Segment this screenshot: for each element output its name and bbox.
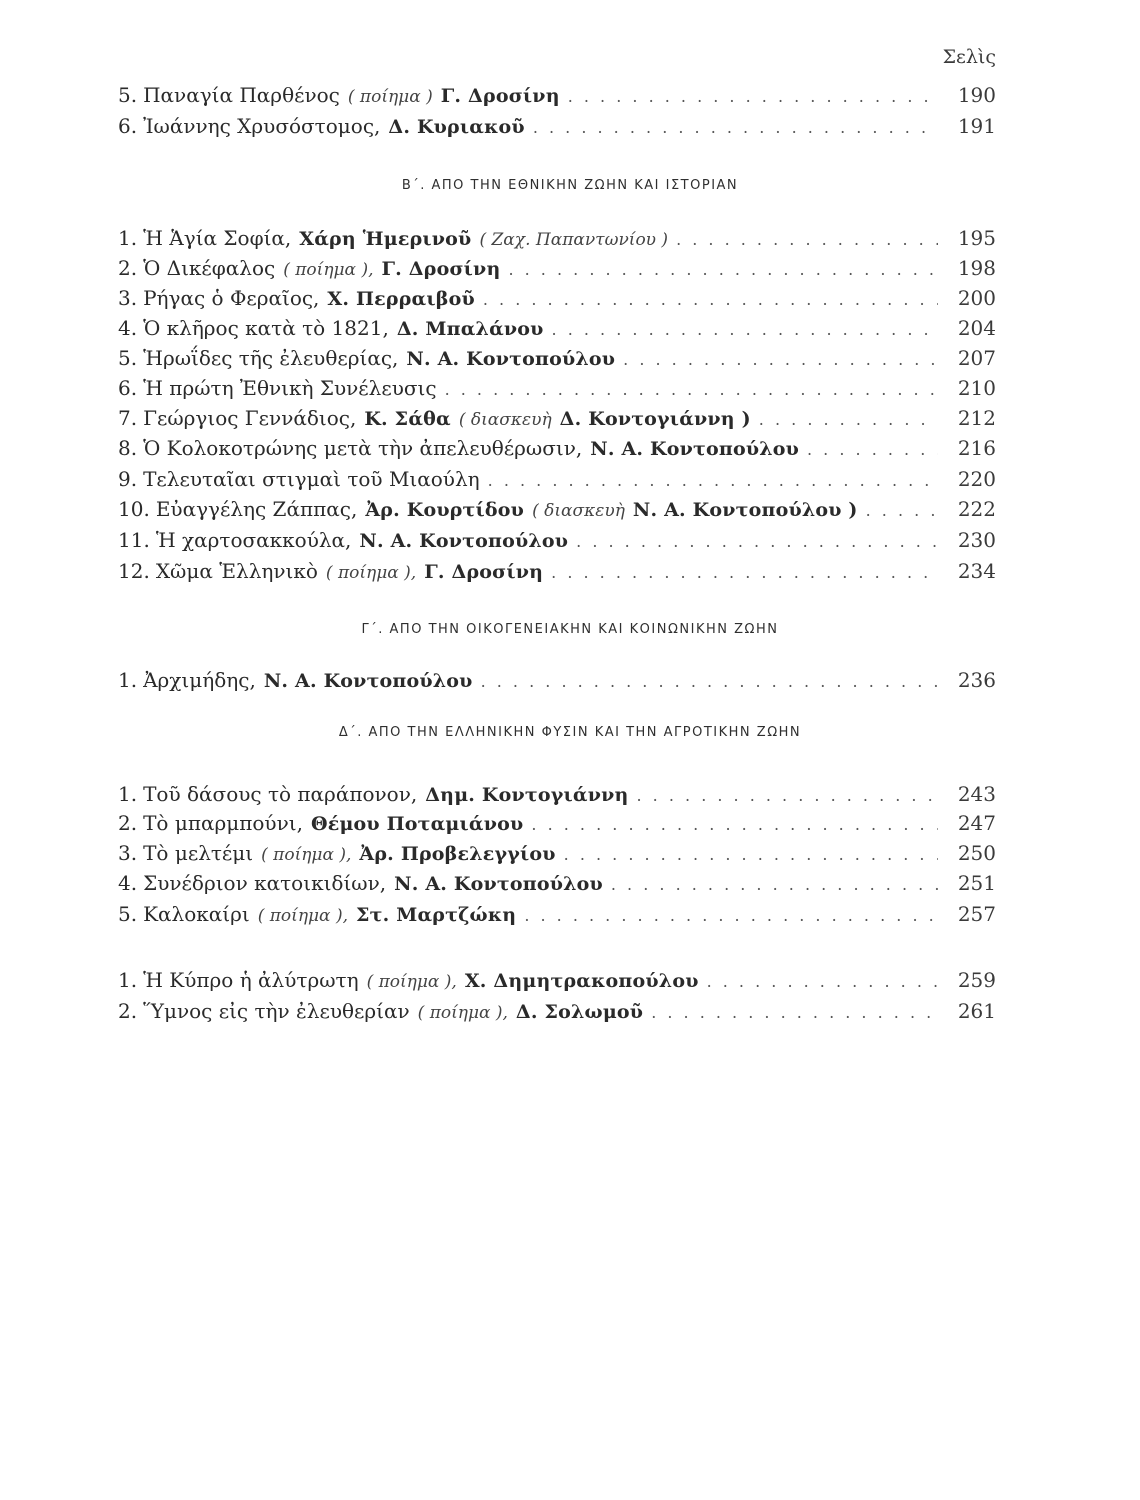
entry-number: 2.	[118, 256, 138, 280]
entry-number: 5.	[118, 902, 138, 926]
entry-number: 9.	[118, 467, 138, 491]
entry-author: Δημ. Κοντογιάννη	[425, 784, 629, 806]
toc-entry	[118, 899, 996, 929]
entry-title: Ὁ Κολοκοτρώνης μετὰ τὴν ἀπελευθέρωσιν,	[143, 436, 583, 460]
toc-entry	[118, 403, 996, 433]
leader-dots	[481, 667, 938, 697]
entry-page-number: 250	[957, 841, 996, 865]
entry-author: Ν. Α. Κοντοπούλου	[406, 348, 616, 370]
entry-title: Ρήγας ὁ Φεραῖος,	[143, 286, 320, 310]
toc-entry	[118, 779, 996, 809]
entry-author: Δ. Κοντογιάννη )	[559, 408, 751, 430]
entry-page-number: 216	[957, 436, 996, 460]
entry-author: Ἀρ. Προβελεγγίου	[359, 843, 556, 865]
entry-page-number: 230	[957, 528, 996, 552]
toc-entry	[118, 253, 996, 283]
toc-entry	[118, 808, 996, 838]
entry-note: ( Ζαχ. Παπαντωνίου )	[479, 230, 669, 250]
entry-page-number: 257	[957, 902, 996, 926]
toc-entry	[118, 665, 996, 695]
entry-page-number: 259	[957, 968, 996, 992]
leader-dots	[623, 345, 938, 375]
section-title: Γ΄. ΑΠΟ ΤΗΝ ΟΙΚΟΓΕΝΕΙΑΚΗΝ ΚΑΙ ΚΟΙΝΩΝΙΚΗΝ ΖΩΗΝ	[361, 622, 779, 637]
entry-page-number: 210	[957, 376, 996, 400]
leader-dots	[576, 527, 938, 557]
page-column-label: Σελὶς	[942, 46, 996, 68]
entry-author: Στ. Μαρτζώκη	[355, 904, 517, 926]
entry-number: 1.	[118, 226, 138, 250]
toc-entry	[118, 494, 996, 524]
toc-entry	[118, 464, 996, 494]
entry-title: Ὁ κλῆρος κατὰ τὸ 1821,	[143, 316, 389, 340]
entry-page-number: 204	[957, 316, 996, 340]
entry-number: 2.	[118, 811, 138, 835]
leader-dots	[611, 870, 938, 900]
leader-dots	[488, 466, 938, 496]
entry-page-number: 261	[957, 999, 996, 1023]
leader-dots	[676, 225, 938, 255]
entry-title: Ἡ πρώτη Ἐθνικὴ Συνέλευσις	[143, 376, 437, 400]
entry-author: Γ. Δροσίνη	[381, 258, 501, 280]
entry-author: Γ. Δροσίνη	[440, 85, 560, 107]
entry-title: Γεώργιος Γεννάδιος,	[143, 406, 357, 430]
leader-dots	[707, 967, 938, 997]
leader-dots	[552, 315, 938, 345]
toc-entry	[118, 433, 996, 463]
entry-page-number: 243	[957, 782, 996, 806]
toc-entry	[118, 868, 996, 898]
entry-note: ( ποίημα ),	[283, 260, 374, 280]
entry-page-number: 191	[957, 114, 996, 138]
toc-entry	[118, 996, 996, 1026]
entry-title: Ἰωάννης Χρυσόστομος,	[143, 114, 381, 138]
entry-author: Κ. Σάθα	[364, 408, 451, 430]
entry-note: ( ποίημα ),	[366, 972, 457, 992]
toc-entry	[118, 965, 996, 995]
entry-author: Δ. Κυριακοῦ	[388, 116, 525, 138]
entry-note: ( διασκευὴ	[458, 410, 552, 430]
entry-page-number: 207	[957, 346, 996, 370]
entry-number: 1.	[118, 668, 138, 692]
entry-number: 4.	[118, 871, 138, 895]
entry-author: Χ. Δημητρακοπούλου	[464, 970, 699, 992]
section-title: Δ΄. ΑΠΟ ΤΗΝ ΕΛΛΗΝΙΚΗΝ ΦΥΣΙΝ ΚΑΙ ΤΗΝ ΑΓΡΟΤΙΚΗΝ ΖΩΗΝ	[338, 725, 802, 740]
entry-page-number: 195	[957, 226, 996, 250]
leader-dots	[568, 82, 938, 112]
entry-note: ( ποίημα ),	[261, 845, 352, 865]
toc-entry	[118, 556, 996, 586]
entry-author: Ν. Α. Κοντοπούλου	[590, 438, 799, 460]
leader-dots	[524, 901, 938, 931]
entry-number: 1.	[118, 782, 138, 806]
toc-entry	[118, 313, 996, 343]
entry-number: 5.	[118, 346, 138, 370]
toc-entry	[118, 223, 996, 253]
entry-title: Εὐαγγέλης Ζάππας,	[155, 497, 358, 521]
entry-title: Τοῦ δάσους τὸ παράπονον,	[143, 782, 418, 806]
entry-page-number: 212	[957, 406, 996, 430]
entry-author: Χ. Περραιβοῦ	[327, 288, 475, 310]
entry-page-number: 220	[957, 467, 996, 491]
entry-number: 8.	[118, 436, 138, 460]
toc-entry	[118, 373, 996, 403]
entry-number: 1.	[118, 968, 138, 992]
entry-author: Δ. Μπαλάνου	[396, 318, 544, 340]
entry-author: Δ. Σολωμοῦ	[515, 1001, 644, 1023]
entry-number: 6.	[118, 376, 138, 400]
entry-title: Καλοκαίρι	[143, 902, 250, 926]
entry-title: Ἡρωΐδες τῆς ἐλευθερίας,	[143, 346, 399, 370]
entry-title: Ἡ χαρτοσακκούλα,	[155, 528, 352, 552]
leader-dots	[531, 810, 938, 840]
entry-number: 3.	[118, 841, 138, 865]
toc-entry	[118, 343, 996, 373]
leader-dots	[533, 113, 938, 143]
entry-title: Χῶμα Ἑλληνικὸ	[155, 559, 318, 583]
toc-entry	[118, 111, 996, 141]
entry-author: Γ. Δροσίνη	[424, 561, 544, 583]
entry-author: Ν. Α. Κοντοπούλου	[263, 670, 473, 692]
entry-number: 4.	[118, 316, 138, 340]
entry-title: Τὸ μελτέμι	[143, 841, 254, 865]
leader-dots	[866, 496, 938, 526]
entry-number: 5.	[118, 83, 138, 107]
entry-page-number: 234	[957, 559, 996, 583]
entry-title: Παναγία Παρθένος	[143, 83, 340, 107]
entry-number: 7.	[118, 406, 138, 430]
entry-author: Ν. Α. Κοντοπούλου	[359, 530, 569, 552]
toc-entry	[118, 80, 996, 110]
entry-page-number: 190	[957, 83, 996, 107]
entry-number: 10.	[118, 497, 150, 521]
entry-note: ( διασκευὴ	[532, 501, 625, 521]
entry-number: 11.	[118, 528, 150, 552]
leader-dots	[483, 285, 938, 315]
entry-note: ( ποίημα )	[347, 87, 433, 107]
entry-note: ( ποίημα ),	[325, 563, 417, 583]
entry-page-number: 236	[957, 668, 996, 692]
entry-page-number: 198	[957, 256, 996, 280]
entry-author: Θέμου Ποταμιάνου	[310, 813, 524, 835]
entry-title: Τελευταῖαι στιγμαὶ τοῦ Μιαούλη	[143, 467, 480, 491]
entry-title: Ἡ Κύπρο ἡ ἀλύτρωτη	[143, 968, 359, 992]
entry-title: Συνέδριον κατοικιδίων,	[143, 871, 387, 895]
leader-dots	[564, 840, 938, 870]
entry-author: Ν. Α. Κοντοπούλου	[394, 873, 603, 895]
leader-dots	[508, 255, 938, 285]
entry-page-number: 247	[957, 811, 996, 835]
entry-number: 3.	[118, 286, 138, 310]
entry-page-number: 200	[957, 286, 996, 310]
entry-note: ( ποίημα ),	[417, 1003, 508, 1023]
entry-title: Ὁ Δικέφαλος	[143, 256, 276, 280]
toc-entry	[118, 525, 996, 555]
leader-dots	[637, 781, 939, 811]
entry-title: Ἀρχιμήδης,	[143, 668, 256, 692]
entry-number: 2.	[118, 999, 138, 1023]
entry-title: Τὸ μπαρμπούνι,	[143, 811, 303, 835]
entry-number: 6.	[118, 114, 138, 138]
entry-author: Ἀρ. Κουρτίδου	[365, 499, 525, 521]
entry-title: Ὕμνος εἰς τὴν ἐλευθερίαν	[143, 999, 410, 1023]
entry-author: Ν. Α. Κοντοπούλου )	[632, 499, 858, 521]
entry-page-number: 222	[957, 497, 996, 521]
entry-number: 12.	[118, 559, 150, 583]
leader-dots	[759, 405, 938, 435]
entry-note: ( ποίημα ),	[257, 906, 348, 926]
leader-dots	[807, 435, 938, 465]
leader-dots	[551, 558, 938, 588]
section-title: Β΄. ΑΠΟ ΤΗΝ ΕΘΝΙΚΗΝ ΖΩΗΝ ΚΑΙ ΙΣΤΟΡΙΑΝ	[401, 178, 739, 193]
entry-title: Ἡ Ἁγία Σοφία,	[143, 226, 292, 250]
leader-dots	[651, 998, 938, 1028]
leader-dots	[445, 375, 938, 405]
entry-author: Χάρη Ἡμερινοῦ	[299, 228, 472, 250]
entry-page-number: 251	[957, 871, 996, 895]
toc-entry	[118, 838, 996, 868]
toc-entry	[118, 283, 996, 313]
